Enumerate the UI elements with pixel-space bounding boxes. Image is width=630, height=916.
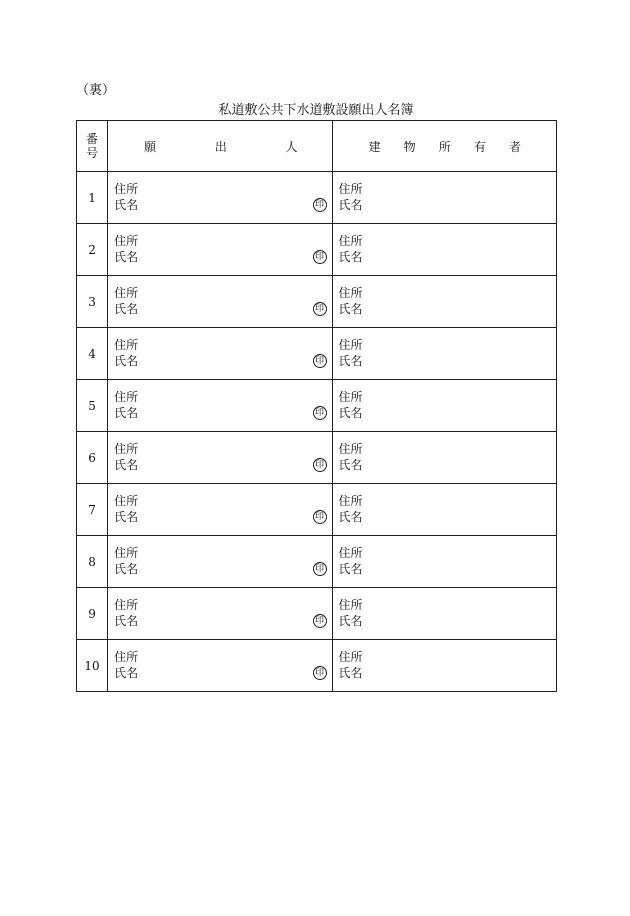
row-number: 5 [77, 380, 108, 432]
owner-address-label: 住所 [338, 390, 363, 404]
row-number: 3 [77, 276, 108, 328]
header-applicant [108, 121, 332, 172]
applicant-name-label: 氏名 [114, 666, 139, 680]
owner-name-label: 氏名 [338, 250, 363, 264]
applicant-name-label: 氏名 [114, 302, 139, 316]
header-applicant-char: 人 [285, 139, 298, 154]
header-number [77, 121, 108, 172]
owner-address-label: 住所 [338, 494, 363, 508]
applicant-cell[interactable] [108, 536, 332, 588]
back-side-label: （裏） [76, 83, 116, 98]
owner-address-label: 住所 [338, 546, 363, 560]
applicant-address-label: 住所 [114, 390, 139, 404]
row-number: 8 [77, 536, 108, 588]
row-number: 7 [77, 484, 108, 536]
owner-cell[interactable] [332, 536, 556, 588]
header-owner-char: 者 [508, 139, 521, 154]
owner-address-label: 住所 [338, 598, 363, 612]
owner-cell[interactable] [332, 224, 556, 276]
seal-icon: 印 [313, 302, 327, 316]
applicant-address-label: 住所 [114, 494, 139, 508]
seal-icon: 印 [313, 354, 327, 368]
owner-name-label: 氏名 [338, 562, 363, 576]
applicant-cell[interactable] [108, 224, 332, 276]
header-owner-char: 所 [438, 139, 451, 154]
applicant-name-label: 氏名 [114, 198, 139, 212]
seal-icon: 印 [313, 458, 327, 472]
row-number: 4 [77, 328, 108, 380]
seal-icon: 印 [313, 666, 327, 680]
owner-address-label: 住所 [338, 286, 363, 300]
applicant-name-label: 氏名 [114, 510, 139, 524]
applicant-cell[interactable] [108, 484, 332, 536]
owner-address-label: 住所 [338, 182, 363, 196]
applicant-cell[interactable] [108, 640, 332, 692]
owner-address-label: 住所 [338, 234, 363, 248]
table-row [77, 432, 557, 484]
document-title: 私道敷公共下水道敷設願出人名簿 [218, 103, 414, 118]
owner-name-label: 氏名 [338, 458, 363, 472]
header-applicant-char: 出 [214, 139, 227, 154]
table-row [77, 172, 557, 224]
owner-cell[interactable] [332, 276, 556, 328]
owner-cell[interactable] [332, 432, 556, 484]
seal-icon: 印 [313, 510, 327, 524]
owner-address-label: 住所 [338, 650, 363, 664]
owner-cell[interactable] [332, 380, 556, 432]
owner-address-label: 住所 [338, 442, 363, 456]
owner-cell[interactable] [332, 172, 556, 224]
applicant-address-label: 住所 [114, 234, 139, 248]
owner-name-label: 氏名 [338, 510, 363, 524]
applicant-name-label: 氏名 [114, 354, 139, 368]
owner-name-label: 氏名 [338, 614, 363, 628]
table-row [77, 588, 557, 640]
owner-cell[interactable] [332, 328, 556, 380]
seal-icon: 印 [313, 614, 327, 628]
header-number-char: 番 [86, 132, 99, 146]
owner-name-label: 氏名 [338, 198, 363, 212]
table-row [77, 276, 557, 328]
applicant-address-label: 住所 [114, 598, 139, 612]
applicant-address-label: 住所 [114, 338, 139, 352]
header-building-owner [332, 121, 556, 172]
owner-cell[interactable] [332, 484, 556, 536]
owner-name-label: 氏名 [338, 406, 363, 420]
applicant-address-label: 住所 [114, 182, 139, 196]
applicant-name-label: 氏名 [114, 614, 139, 628]
applicant-cell[interactable] [108, 328, 332, 380]
table-row [77, 328, 557, 380]
owner-address-label: 住所 [338, 338, 363, 352]
table-header-row [77, 121, 557, 172]
table-row [77, 640, 557, 692]
applicant-cell[interactable] [108, 432, 332, 484]
table-row [77, 536, 557, 588]
applicant-address-label: 住所 [114, 286, 139, 300]
applicant-name-label: 氏名 [114, 250, 139, 264]
seal-icon: 印 [313, 198, 327, 212]
owner-name-label: 氏名 [338, 302, 363, 316]
owner-cell[interactable] [332, 640, 556, 692]
seal-icon: 印 [313, 406, 327, 420]
applicant-name-label: 氏名 [114, 562, 139, 576]
header-owner-char: 物 [403, 139, 416, 154]
owner-name-label: 氏名 [338, 354, 363, 368]
table-row [77, 484, 557, 536]
applicant-address-label: 住所 [114, 546, 139, 560]
applicant-name-label: 氏名 [114, 458, 139, 472]
applicant-cell[interactable] [108, 276, 332, 328]
row-number: 1 [77, 172, 108, 224]
owner-name-label: 氏名 [338, 666, 363, 680]
applicant-cell[interactable] [108, 380, 332, 432]
seal-icon: 印 [313, 562, 327, 576]
applicant-address-label: 住所 [114, 442, 139, 456]
table-row [77, 380, 557, 432]
applicant-cell[interactable] [108, 588, 332, 640]
owner-cell[interactable] [332, 588, 556, 640]
applicant-cell[interactable] [108, 172, 332, 224]
header-owner-char: 有 [473, 139, 486, 154]
header-number-char: 号 [86, 146, 99, 160]
applicant-register-table [76, 120, 557, 692]
header-applicant-char: 願 [144, 139, 157, 154]
applicant-address-label: 住所 [114, 650, 139, 664]
seal-icon: 印 [313, 250, 327, 264]
row-number: 9 [77, 588, 108, 640]
row-number: 10 [77, 640, 108, 692]
table-row [77, 224, 557, 276]
row-number: 2 [77, 224, 108, 276]
row-number: 6 [77, 432, 108, 484]
applicant-name-label: 氏名 [114, 406, 139, 420]
header-owner-char: 建 [368, 139, 381, 154]
